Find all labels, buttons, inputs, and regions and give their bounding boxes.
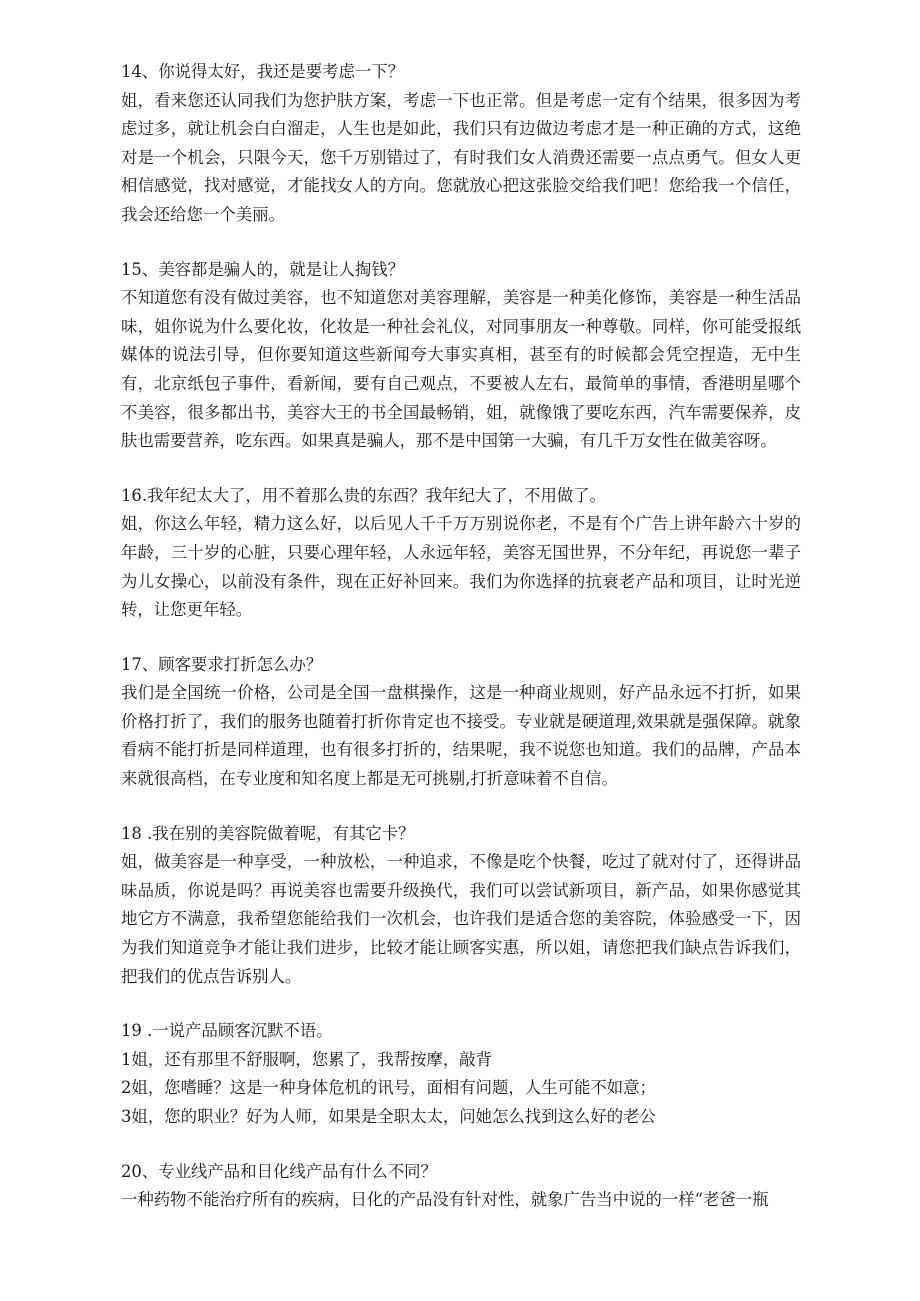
answer-paragraph: 不知道您有没有做过美容，也不知道您对美容理解，美容是一种美化修饰，美容是一种生活品味，姐你说为什么要化妆，化妆是一种社会礼仪，对同事朋友一种尊敬。同样，你可能受报纸媒体的说法引导，但你要知道这些新闻夸大事实真相，甚至有的时候都会凭空捏造，无中生有，北京纸包子事件，看新闻，要有自己观点，不要被人左右，最简单的事情，香港明星哪个不美容，很多都出书，美容大王的书全国最畅销，姐，就像饿了要吃东西，汽车需要保养，皮肤也需要营养，吃东西。如果真是骗人，那不是中国第一大骗，有几千万女性在做美容呀。 xyxy=(121,288,801,451)
answer-paragraph: 我们是全国统一价格，公司是全国一盘棋操作，这是一种商业规则，好产品永远不打折，如果价格打折了，我们的服务也随着打折你肯定也不接受。专业就是硬道理,效果就是强保障。就象看病不能打折是同样道理，也有很多打折的，结果呢，我不说您也知道。我们的品牌，产品本来就很高档，在专业度和知名度上都是无可挑剔,打折意味着不自信。 xyxy=(121,683,801,789)
qa-section-14 xyxy=(121,58,801,230)
document-page xyxy=(121,58,801,1241)
question-heading: 14、你说得太好，我还是要考虑一下？ xyxy=(121,62,405,81)
answer-line: 2姐，您嗜睡？这是一种身体危机的讯号，面相有问题，人生可能不如意； xyxy=(121,1078,656,1098)
qa-section-15 xyxy=(121,256,801,456)
qa-section-16 xyxy=(121,482,801,625)
question-heading: 20、专业线产品和日化线产品有什么不同？ xyxy=(121,1161,437,1181)
qa-section-17 xyxy=(121,651,801,794)
qa-section-19 xyxy=(121,1017,801,1131)
answer-paragraph: 一种药物不能治疗所有的疾病，日化的产品没有针对性，就象广告当中说的一样“老爸一瓶 xyxy=(121,1190,769,1210)
question-heading: 18 .我在别的美容院做着呢，有其它卡？ xyxy=(121,823,415,843)
question-heading: 16.我年纪太大了，用不着那么贵的东西？我年纪大了，不用做了。 xyxy=(121,485,607,505)
question-heading: 17、顾客要求打折怎么办？ xyxy=(121,654,323,674)
answer-paragraph: 姐，你这么年轻，精力这么好，以后见人千千万万别说你老，不是有个广告上讲年龄六十岁的年龄，三十岁的心脏，只要心理年轻，人永远年轻，美容无国世界，不分年纪，再说您一辈子为儿女操心，以前没有条件，现在正好补回来。我们为你选择的抗衰老产品和项目，让时光逆转，让您更年轻。 xyxy=(121,514,801,620)
answer-paragraph: 姐，看来您还认同我们为您护肤方案，考虑一下也正常。但是考虑一定有个结果，很多因为考虑过多，就让机会白白溜走，人生也是如此，我们只有边做边考虑才是一种正确的方式，这绝对是一个机会，只限今天，您千万别错过了，有时我们女人消费还需要一点点勇气。但女人更相信感觉，找对感觉，才能找女人的方向。您就放心把这张脸交给我们吧！您给我一个信任，我会还给您一个美丽。 xyxy=(121,90,801,224)
answer-line: 1姐，还有那里不舒服啊，您累了，我帮按摩，敲背 xyxy=(121,1049,493,1069)
answer-paragraph: 姐，做美容是一种享受，一种放松，一种追求，不像是吃个快餐，吃过了就对付了，还得讲品味品质，你说是吗？再说美容也需要升级换代，我们可以尝试新项目，新产品，如果你感觉其地它方不满意，我希望您能给我们一次机会，也许我们是适合您的美容院，体验感受一下，因为我们知道竞争才能让我们进步，比较才能让顾客实惠，所以姐，请您把我们缺点告诉我们，把我们的优点告诉别人。 xyxy=(121,852,801,986)
qa-section-18 xyxy=(121,820,801,992)
qa-section-20 xyxy=(121,1158,801,1215)
question-heading: 15、美容都是骗人的，就是让人掏钱？ xyxy=(121,259,405,279)
question-heading: 19 .一说产品顾客沉默不语。 xyxy=(121,1021,333,1041)
answer-line: 3姐，您的职业？好为人师，如果是全职太太，问她怎么找到这么好的老公 xyxy=(121,1107,656,1126)
